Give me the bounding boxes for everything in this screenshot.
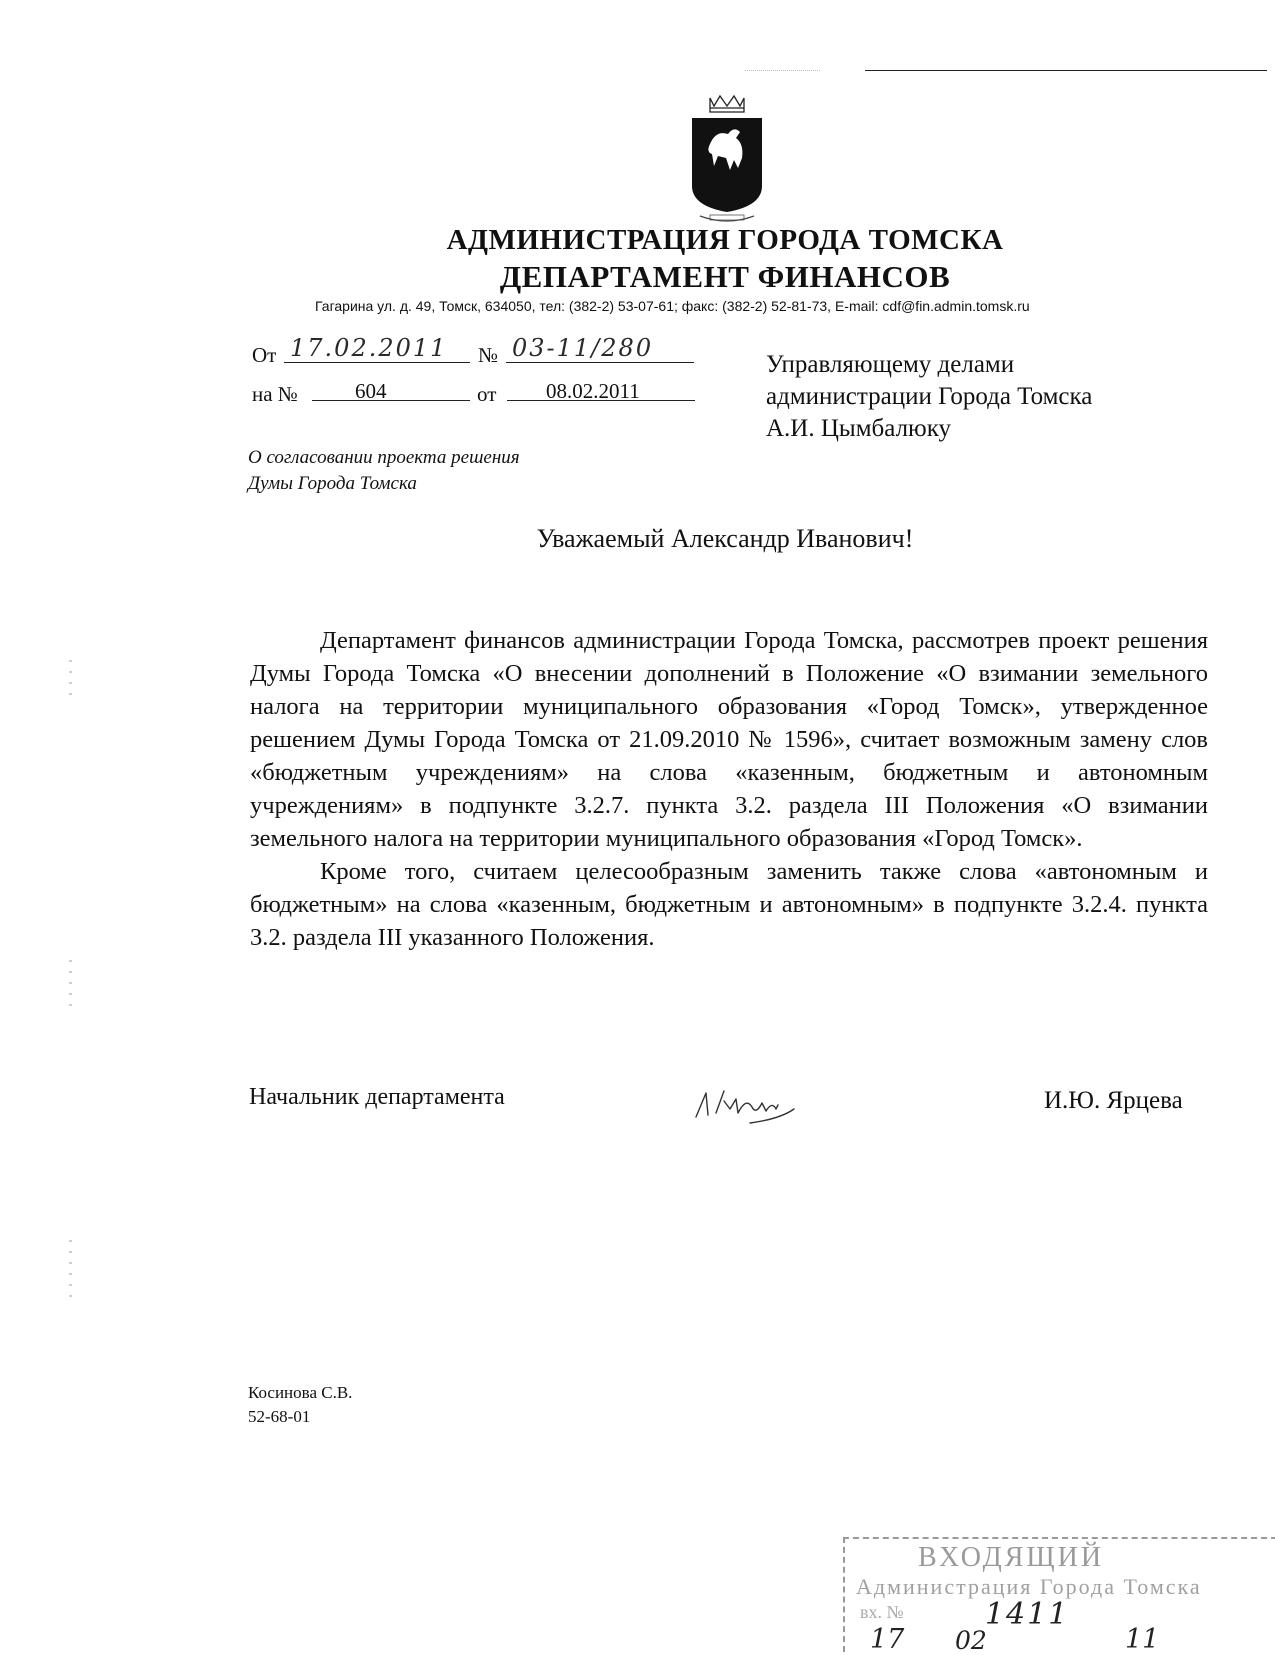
- executor-phone: 52-68-01: [248, 1407, 311, 1426]
- executor-name: Косинова С.В.: [248, 1383, 353, 1402]
- handwritten-signature: [690, 1079, 830, 1129]
- letter-body: [250, 624, 1208, 954]
- scan-artifact: [69, 1240, 72, 1300]
- reply-date: 08.02.2011: [546, 379, 640, 403]
- number-label: №: [478, 343, 499, 367]
- doc-number: 03-11/280: [512, 334, 654, 362]
- scan-artifact: [745, 70, 820, 71]
- stamp-number: 1411: [985, 1597, 1070, 1632]
- stamp-day: 17: [870, 1624, 905, 1655]
- scan-edge-line: [865, 70, 1267, 71]
- signatory-name: И.Ю. Ярцева: [1044, 1087, 1183, 1114]
- stamp-month: 02: [955, 1626, 987, 1655]
- executor-block: [248, 1381, 352, 1429]
- recipient-name: А.И. Цымбалюку: [766, 415, 952, 442]
- reply-from-label: от: [477, 382, 497, 406]
- tomsk-coat-of-arms-icon: [684, 94, 770, 224]
- scan-artifact: [69, 660, 72, 700]
- org-contacts: Гагарина ул. д. 49, Томск, 634050, тел: (382-2) 53-07-61; факс: (382-2) 52-81-73, E-mail: cdf@fin.admin.tomsk.ru: [315, 298, 1030, 314]
- department-name: ДЕПАРТАМЕНТ ФИНАНСОВ: [499, 259, 951, 294]
- org-name: АДМИНИСТРАЦИЯ ГОРОДА ТОМСКА: [446, 224, 1004, 256]
- from-label: От: [252, 343, 277, 367]
- reply-number-line: [312, 378, 470, 401]
- subject-block: [248, 445, 520, 497]
- reply-label: на №: [252, 382, 298, 406]
- body-paragraph-1: Департамент финансов администрации Города Томска, рассмотрев проект решения Думы Города Томска «О внесении дополнений в Положение «О взимании земельного налога на территории муниципального образования «Город Томск», утвержденное решением Думы Города Томска от 21.09.2010 № 1596», считает возможным замену слов «бюджетным учреждениям» на слова «казенным, бюджетным и автономным учреждениям» в подпункте 3.2.7. пункта 3.2. раздела III Положения «О взимании земельного налога на территории муниципального образования «Город Томск».: [250, 627, 1208, 852]
- recipient-title: Управляющему делами: [766, 351, 1015, 378]
- stamp-number-label: вх. №: [860, 1602, 904, 1622]
- body-paragraph-2: Кроме того, считаем целесообразным заменить также слова «автономным и бюджетным» на слова «казенным, бюджетным и автономным» в подпункте 3.2.4. пункта 3.2. раздела III указанного Положения.: [250, 858, 1208, 951]
- recipient-block: [766, 349, 1092, 445]
- stamp-title: ВХОДЯЩИЙ: [918, 1542, 1105, 1573]
- subject-line-2: Думы Города Томска: [248, 473, 417, 494]
- scan-artifact: [69, 960, 72, 1010]
- from-date: 17.02.2011: [290, 334, 448, 362]
- stamp-org: Администрация Города Томска: [856, 1574, 1202, 1599]
- signatory-position: Начальник департамента: [249, 1084, 505, 1110]
- greeting: Уважаемый Александр Иванович!: [536, 524, 914, 553]
- subject-line-1: О согласовании проекта решения: [248, 447, 520, 468]
- recipient-org: администрации Города Томска: [766, 383, 1093, 410]
- stamp-year: 11: [1125, 1624, 1160, 1655]
- reply-number: 604: [355, 379, 387, 403]
